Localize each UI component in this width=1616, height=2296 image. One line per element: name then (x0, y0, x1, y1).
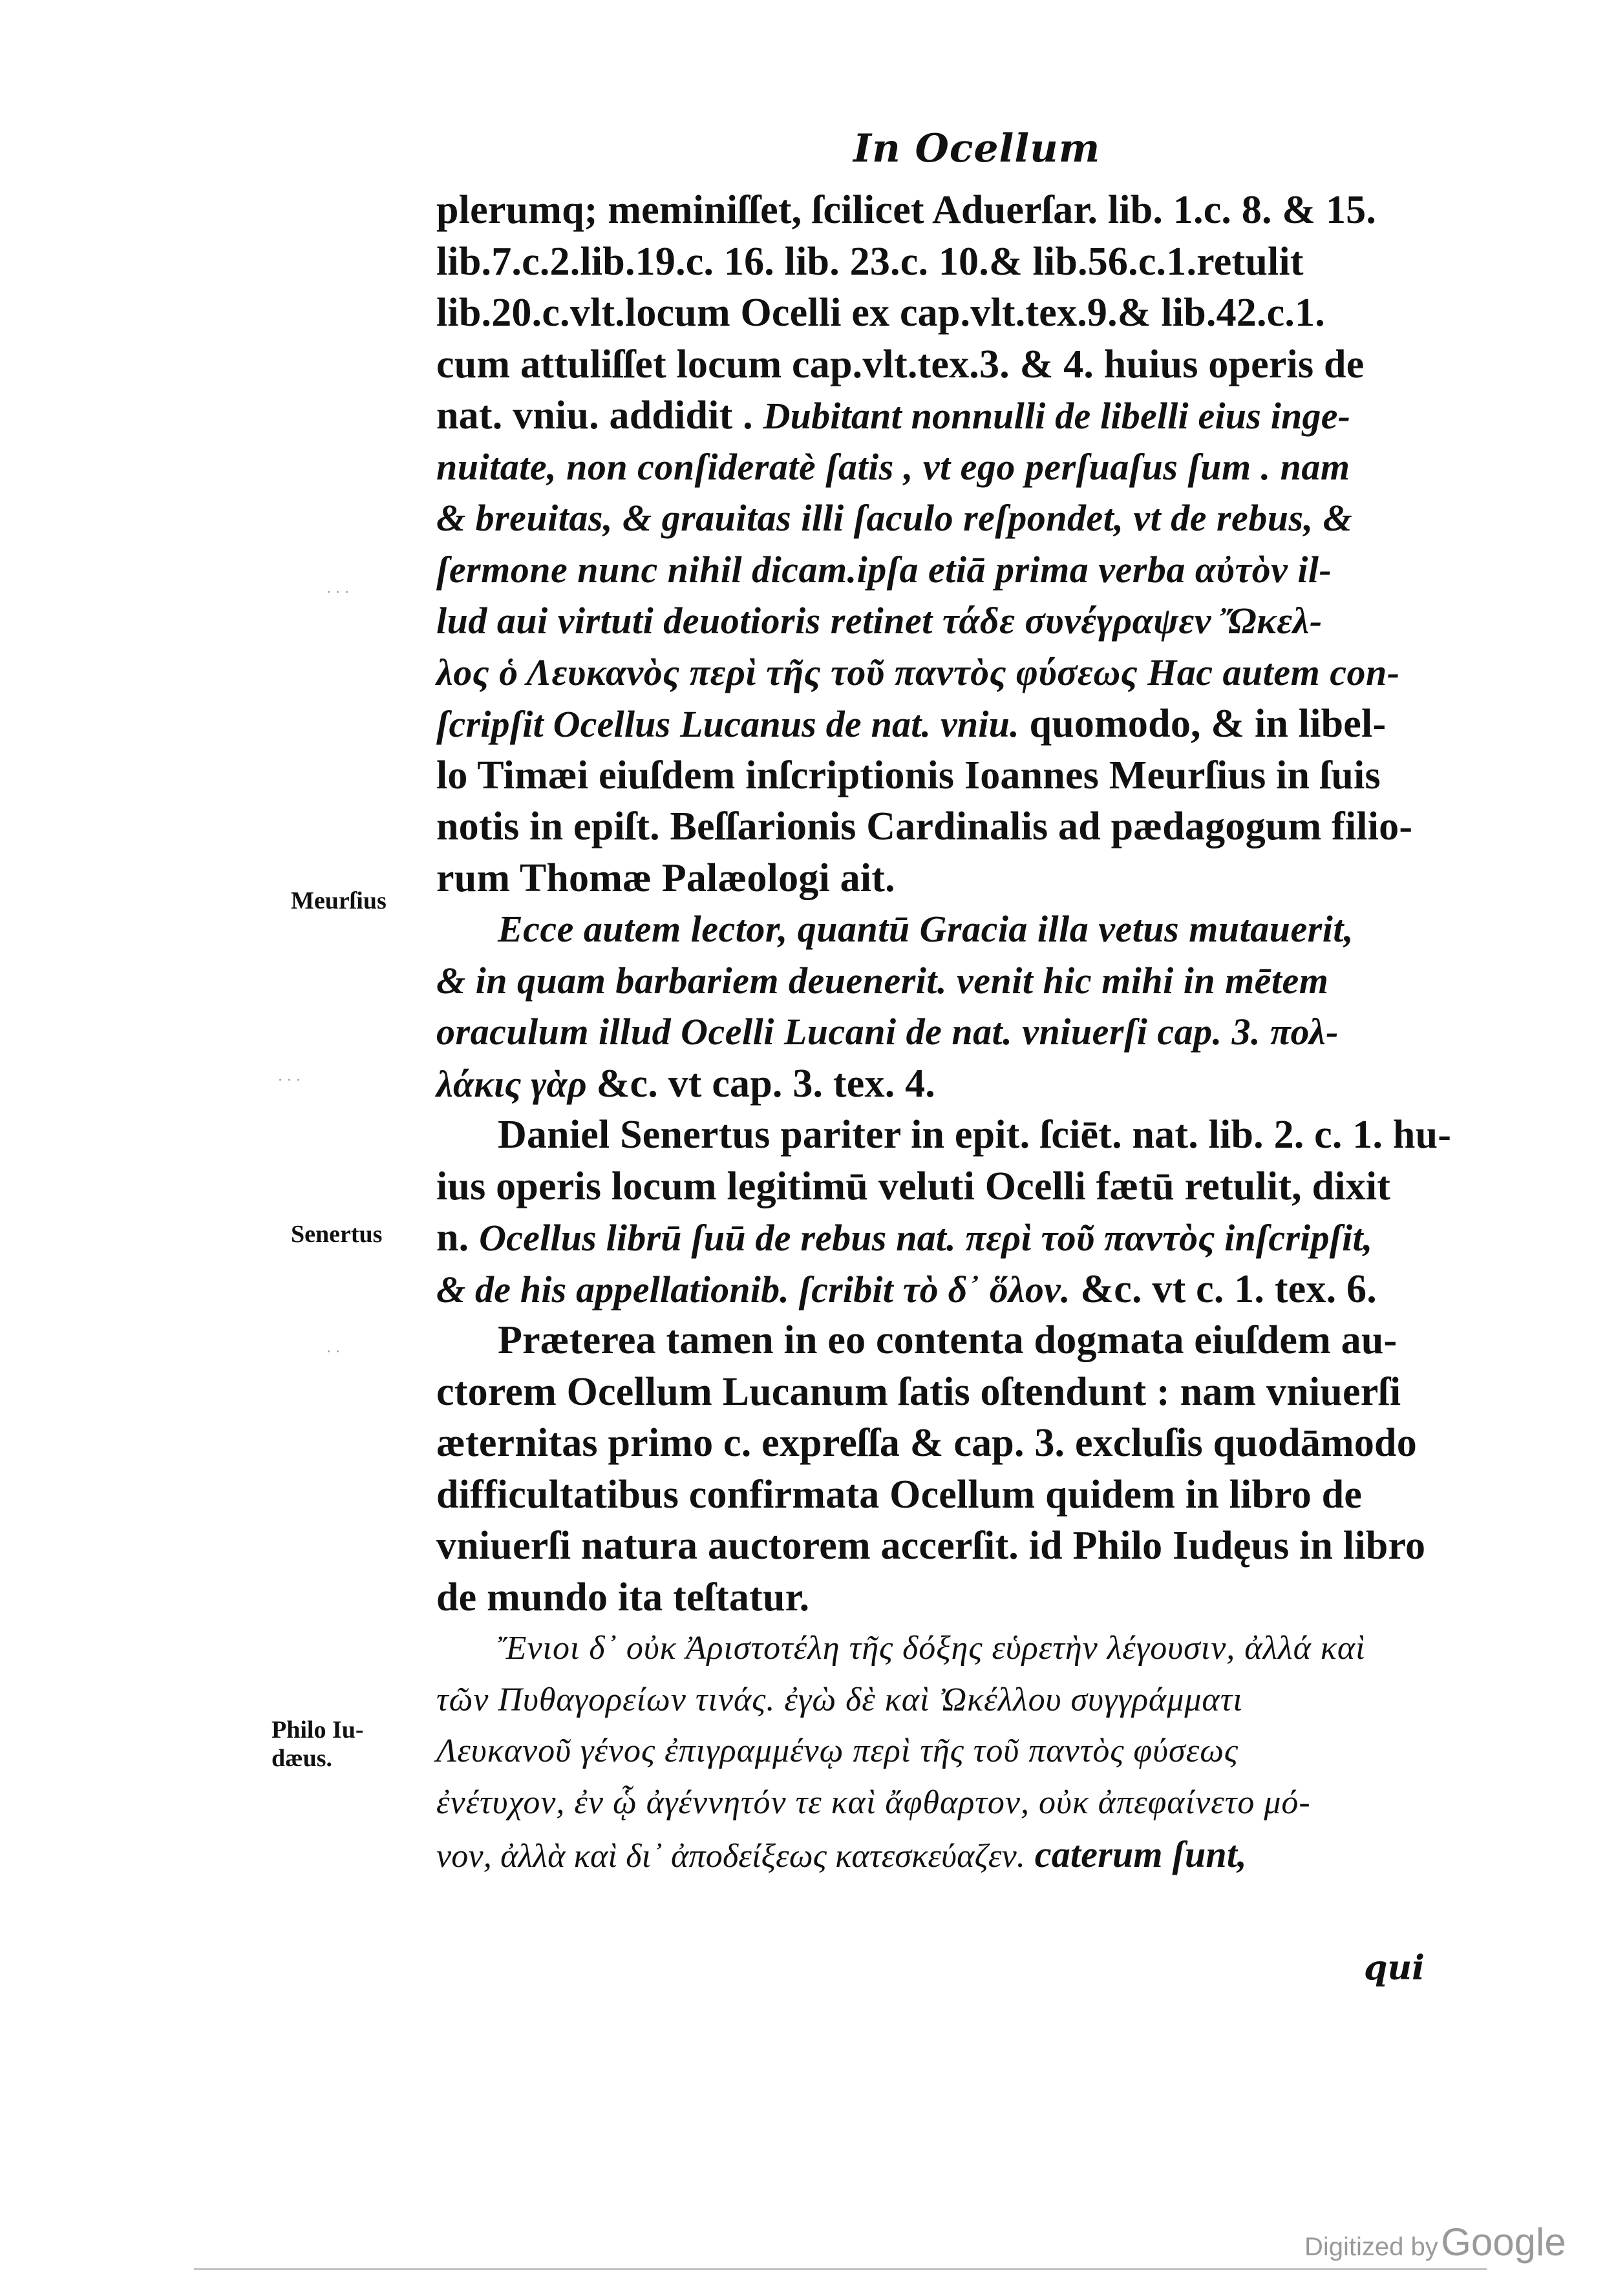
text-line: nuitate, non conſideratè ſatis , vt ego perſuaſus ſum . nam (436, 445, 1350, 488)
text-run: νον, ἀλλὰ καὶ δι᾽ ἀποδείξεως κατεσκεύαζεν. (436, 1838, 1026, 1875)
text-line: & in quam barbariem deuenerit. venit hic mihi in mētem (436, 959, 1329, 1002)
bottom-edge-line (194, 2268, 1487, 2270)
watermark-google: Google (1441, 2220, 1566, 2264)
text-line: de mundo ita teſtatur. (436, 1575, 810, 1619)
text-run: quomodo, & in libel- (1019, 702, 1387, 746)
text-line (436, 698, 1386, 750)
text-line: Ecce autem lector, quantū Gracia illa vetus mutauerit, (498, 908, 1354, 950)
text-line (436, 1212, 1372, 1264)
margin-specks: · · · (326, 585, 349, 601)
text-line: Λευκανοῦ γένος ἐπιγραμμένῳ περὶ τῆς τοῦ παντὸς φύσεως (436, 1733, 1239, 1769)
text-line: Daniel Senertus pariter in epit. ſciēt. nat. lib. 2. c. 1. hu- (498, 1113, 1452, 1157)
text-line: notis in epiſt. Beſſarionis Cardinalis ad pædagogum filio- (436, 805, 1413, 848)
text-run: &c. vt c. 1. tex. 6. (1070, 1267, 1377, 1311)
text-line: rum Thomæ Palæologi ait. (436, 856, 895, 900)
side-note-philo: Philo Iu- dæus. (271, 1716, 364, 1772)
running-header: In Ocellum (853, 126, 1101, 171)
margin-specks: · · (326, 1344, 340, 1360)
side-note-senertus: Senertus (291, 1221, 383, 1248)
text-run: nat. vniu. addidit . (436, 394, 763, 437)
watermark-small: Digitized by (1304, 2233, 1438, 2261)
margin-specks: · · · (278, 1073, 301, 1089)
text-line: Ἔνιοι δ᾽ οὐκ Ἀριστοτέλη τῆς δόξης εὑρετὴν λέγουσιν, ἀλλά καὶ (498, 1630, 1366, 1667)
text-run: ſcripſit Ocellus Lucanus de nat. vniu. (436, 703, 1019, 745)
text-line: plerumq; meminiſſet, ſcilicet Aduerſar. lib. 1.c. 8. & 15. (436, 188, 1377, 232)
text-line: lib.7.c.2.lib.19.c. 16. lib. 23.c. 10.& lib.56.c.1.retulit (436, 239, 1304, 284)
digitized-by-google-watermark (1304, 2220, 1566, 2264)
text-line: λος ὁ Λευκανὸς περὶ τῆς τοῦ παντὸς φύσεως Hac autem con- (436, 651, 1400, 693)
text-run: Dubitant nonnulli de libelli eius inge- (763, 395, 1351, 437)
text-line (436, 390, 1350, 442)
text-line: cum attuliſſet locum cap.vlt.tex.3. & 4. huius operis de (436, 342, 1365, 386)
text-line (436, 1263, 1377, 1316)
text-run: &c. vt cap. 3. tex. 4. (596, 1061, 936, 1106)
text-line: ſermone nunc nihil dicam.ipſa etiā prima verba αὐτὸν il- (436, 548, 1332, 591)
text-line: ctorem Ocellum Lucanum ſatis oſtendunt : nam vniuerſi (436, 1369, 1401, 1414)
text-line (436, 1828, 1247, 1882)
text-line: lib.20.c.vlt.locum Ocelli ex cap.vlt.tex.9.& lib.42.c.1. (436, 291, 1325, 335)
text-line: ἐνέτυχον, ἐν ᾧ ἀγέννητόν τε καὶ ἄφθαρτον, οὐκ ἀπεφαίνετο μό- (436, 1784, 1311, 1821)
text-line: oraculum illud Ocelli Lucani de nat. vniuerſi cap. 3. πολ- (436, 1011, 1339, 1053)
text-line: Præterea tamen in eo contenta dogmata eiuſdem au- (498, 1318, 1398, 1362)
text-line: æternitas primo c. expreſſa & cap. 3. excluſis quodāmodo (436, 1421, 1417, 1465)
catchword: qui (1364, 1948, 1425, 1988)
text-line (436, 1058, 935, 1110)
text-line: & breuitas, & grauitas illi ſaculo reſpondet, vt de rebus, & (436, 497, 1353, 539)
text-line: vniuerſi natura auctorem accerſit. id Philo Iudęus in libro (436, 1524, 1426, 1568)
text-run: caterum ſunt, (1025, 1833, 1247, 1875)
text-line: lud aui virtuti deuotioris retinet τάδε συνέγραψεν Ὤκελ- (436, 600, 1323, 642)
text-line: lo Timæi eiuſdem inſcriptionis Ioannes Meurſius in ſuis (436, 753, 1381, 797)
text-run: Ocellus librū ſuū de rebus nat. περὶ τοῦ παντὸς inſcripſit, (479, 1217, 1373, 1259)
side-note-meursius: Meurſius (291, 887, 387, 914)
text-run: n. (436, 1216, 480, 1259)
text-line: ius operis locum legitimū veluti Ocelli fætū retulit, dixit (436, 1164, 1391, 1208)
text-line: difficultatibus confirmata Ocellum quidem in libro de (436, 1472, 1363, 1517)
text-line: τῶν Πυθαγορείων τινάς. ἐγὼ δὲ καὶ Ὠκέλλου συγγράμματι (436, 1681, 1243, 1718)
text-run: λάκις γὰρ (436, 1062, 597, 1105)
text-run: & de his appellationib. ſcribit τὸ δ᾽ ὅλον. (436, 1268, 1070, 1311)
